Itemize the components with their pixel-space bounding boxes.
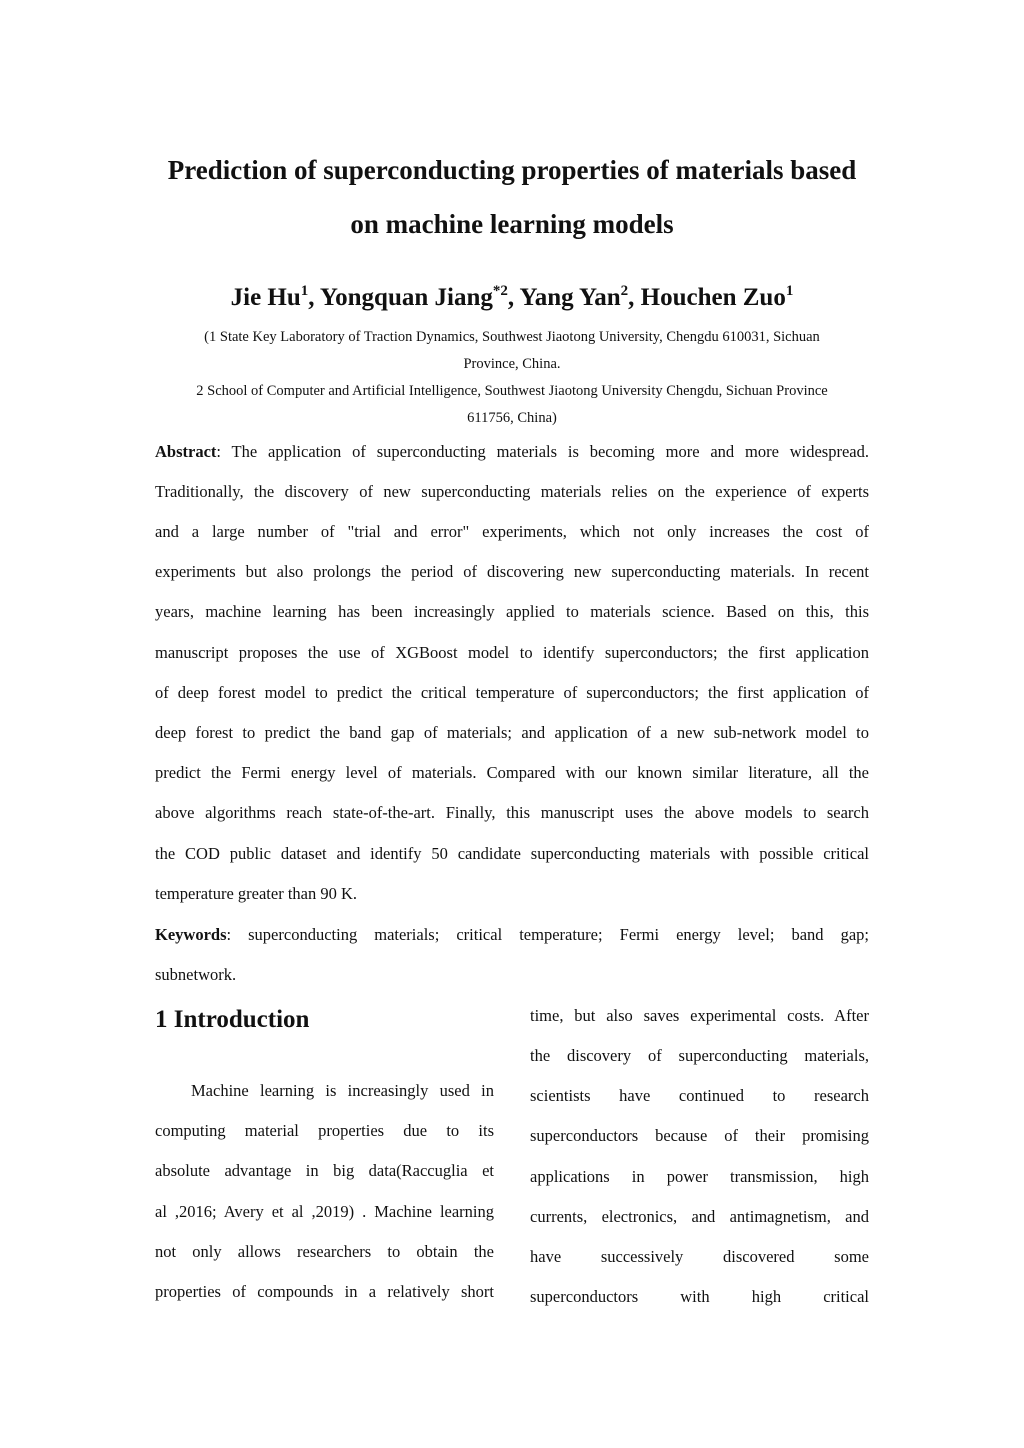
left-column-line: not only allows researchers to obtain the (155, 1242, 494, 1261)
keywords-label: Keywords (155, 925, 227, 944)
left-column-line: al ,2016; Avery et al ,2019) . Machine learning (155, 1202, 494, 1221)
paper-title-line-1: Prediction of superconducting properties of materials based (167, 155, 857, 185)
right-column-line: applications in power transmission, high (530, 1167, 869, 1186)
right-column-line: scientists have continued to research (530, 1086, 869, 1105)
right-column-line: time, but also saves experimental costs. After (530, 1006, 869, 1025)
affiliation-line: 2 School of Computer and Artificial Intelligence, Southwest Jiaotong University Chengdu, Sichuan Province (196, 383, 828, 399)
left-column-line: computing material properties due to its (155, 1121, 494, 1140)
abstract-line: above algorithms reach state-of-the-art. Finally, this manuscript uses the above models to search (155, 803, 869, 822)
right-column-line: have successively discovered some (530, 1247, 869, 1266)
abstract-text: : The application of superconducting materials is becoming more and more widespread. (216, 442, 869, 461)
affiliation-line: (1 State Key Laboratory of Traction Dynamics, Southwest Jiaotong University, Chengdu 610031, Sichuan (204, 329, 820, 345)
abstract-line: and a large number of "trial and error" experiments, which not only increases the cost of (155, 522, 869, 541)
right-column-line: the discovery of superconducting materials, (530, 1046, 869, 1065)
right-column-line: superconductors with high critical (530, 1287, 869, 1306)
abstract-line: the COD public dataset and identify 50 candidate superconducting materials with possible critical (155, 844, 869, 863)
right-column-line: currents, electronics, and antimagnetism, and (530, 1207, 869, 1226)
keywords-text: : superconducting materials; critical temperature; Fermi energy level; band gap; (226, 925, 869, 944)
abstract-line: deep forest to predict the band gap of materials; and application of a new sub-network model to (155, 723, 869, 742)
author-affiliation-mark: 1 (300, 283, 309, 299)
abstract-line: manuscript proposes the use of XGBoost model to identify superconductors; the first application (155, 643, 869, 662)
abstract-line: Traditionally, the discovery of new superconducting materials relies on the experience of experts (155, 482, 869, 501)
affiliation-line: Province, China. (463, 356, 561, 372)
abstract-line: predict the Fermi energy level of materials. Compared with our known similar literature, all the (155, 763, 869, 782)
author-name: Yongquan Jiang (319, 284, 493, 311)
section-heading: 1 Introduction (155, 1006, 310, 1033)
author-affiliation-mark: 1 (785, 283, 794, 299)
left-column-line: absolute advantage in big data(Raccuglia et (155, 1161, 494, 1180)
left-column-line: Machine learning is increasingly used in (191, 1081, 494, 1100)
author-affiliation-mark: *2 (492, 283, 508, 299)
abstract-label: Abstract (155, 442, 217, 461)
abstract-line: experiments but also prolongs the period of discovering new superconducting materials. In recent (155, 562, 869, 581)
abstract-line (155, 442, 869, 462)
affiliation-line: 611756, China) (467, 410, 557, 426)
keywords-line (155, 925, 869, 945)
abstract-line: years, machine learning has been increasingly applied to materials science. Based on this, this (155, 602, 869, 621)
left-column-line: properties of compounds in a relatively short (155, 1282, 494, 1301)
author-list: Jie Hu$^1$, Yongquan Jiang$^{*2}$, Yang Yan$^2$, Houchen Zuo$^1$ (230, 283, 794, 311)
author-name: Jie Hu (230, 284, 301, 311)
keywords-line: subnetwork. (155, 965, 237, 984)
author-affiliation-mark: 2 (620, 283, 629, 299)
right-column-line: superconductors because of their promising (530, 1126, 869, 1145)
paper-title-line-2: on machine learning models (350, 209, 674, 239)
abstract-line: temperature greater than 90 K. (155, 884, 358, 903)
author-name: Yang Yan (519, 284, 621, 311)
author-name: Houchen Zuo (640, 284, 786, 311)
abstract-line: of deep forest model to predict the critical temperature of superconductors; the first application of (155, 683, 869, 702)
